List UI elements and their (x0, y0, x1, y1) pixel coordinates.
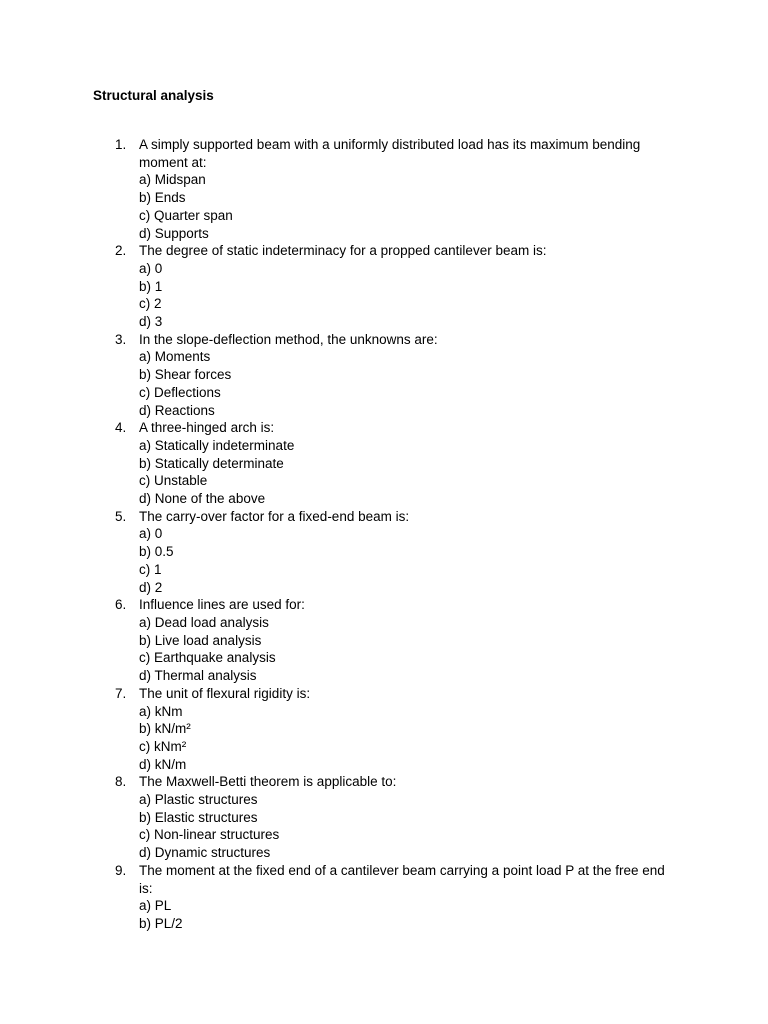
question-number: 2. (115, 243, 127, 259)
answer-option: c) kNm² (139, 738, 187, 754)
question-item (115, 685, 675, 774)
answer-option: c) 2 (139, 296, 162, 312)
question-item (115, 773, 675, 862)
question-text: The Maxwell-Betti theorem is applicable to: (139, 774, 397, 790)
answer-option: d) Reactions (139, 402, 215, 418)
answer-option: b) kN/m² (139, 721, 191, 737)
answer-option: a) Moments (139, 349, 211, 365)
answer-option: d) None of the above (139, 491, 266, 507)
answer-option: b) Shear forces (139, 367, 232, 383)
question-item (115, 862, 675, 933)
answer-option: b) Live load analysis (139, 632, 262, 648)
answer-option: a) Midspan (139, 172, 206, 188)
question-number: 6. (115, 597, 127, 613)
answer-option: c) Quarter span (139, 207, 233, 223)
answer-option: b) Elastic structures (139, 809, 258, 825)
answer-option: d) Thermal analysis (139, 668, 257, 684)
question-text: A simply supported beam with a uniformly distributed load has its maximum bending moment at: (139, 137, 641, 170)
question-number: 3. (115, 331, 127, 347)
question-text: In the slope-deflection method, the unknowns are: (139, 331, 438, 347)
question-text: The carry-over factor for a fixed-end beam is: (139, 508, 410, 524)
answer-option: a) PL (139, 898, 172, 914)
answer-option: b) Statically determinate (139, 455, 284, 471)
question-number: 7. (115, 685, 127, 701)
question-text: The degree of static indeterminacy for a propped cantilever beam is: (139, 243, 547, 259)
answer-option: b) Ends (139, 190, 186, 206)
question-number: 9. (115, 862, 127, 878)
answer-option: b) 1 (139, 278, 163, 294)
answer-option: a) Dead load analysis (139, 614, 269, 630)
question-item (115, 508, 675, 597)
answer-option: c) Unstable (139, 473, 208, 489)
question-text: The moment at the fixed end of a cantilever beam carrying a point load P at the free end is: (139, 862, 665, 896)
answer-option: b) 0.5 (139, 544, 174, 560)
answer-option: a) Statically indeterminate (139, 437, 295, 453)
answer-option: c) 1 (139, 561, 162, 577)
question-number: 8. (115, 774, 127, 790)
answer-option: d) Dynamic structures (139, 845, 271, 861)
answer-option: d) Supports (139, 225, 209, 241)
question-text: Influence lines are used for: (139, 597, 305, 613)
answer-option: c) Non-linear structures (139, 827, 280, 843)
answer-option: a) Plastic structures (139, 792, 258, 808)
question-item (115, 419, 675, 508)
answer-option: d) kN/m (139, 756, 187, 772)
answer-option: d) 2 (139, 579, 163, 595)
question-text: The unit of flexural rigidity is: (139, 685, 311, 701)
question-number: 4. (115, 420, 127, 436)
question-item (115, 331, 675, 420)
question-list (115, 136, 675, 933)
answer-option: c) Earthquake analysis (139, 650, 276, 666)
question-text: A three-hinged arch is: (139, 420, 275, 436)
document-title: Structural analysis (93, 88, 214, 103)
answer-option: d) 3 (139, 314, 163, 330)
answer-option: a) 0 (139, 526, 163, 542)
answer-option: a) kNm (139, 703, 183, 719)
answer-option: c) Deflections (139, 384, 221, 400)
question-number: 5. (115, 508, 127, 524)
question-item (115, 596, 675, 685)
question-number: 1. (115, 137, 127, 152)
answer-option: a) 0 (139, 260, 163, 276)
question-item (115, 136, 675, 242)
answer-option: b) PL/2 (139, 915, 183, 931)
question-item (115, 242, 675, 331)
